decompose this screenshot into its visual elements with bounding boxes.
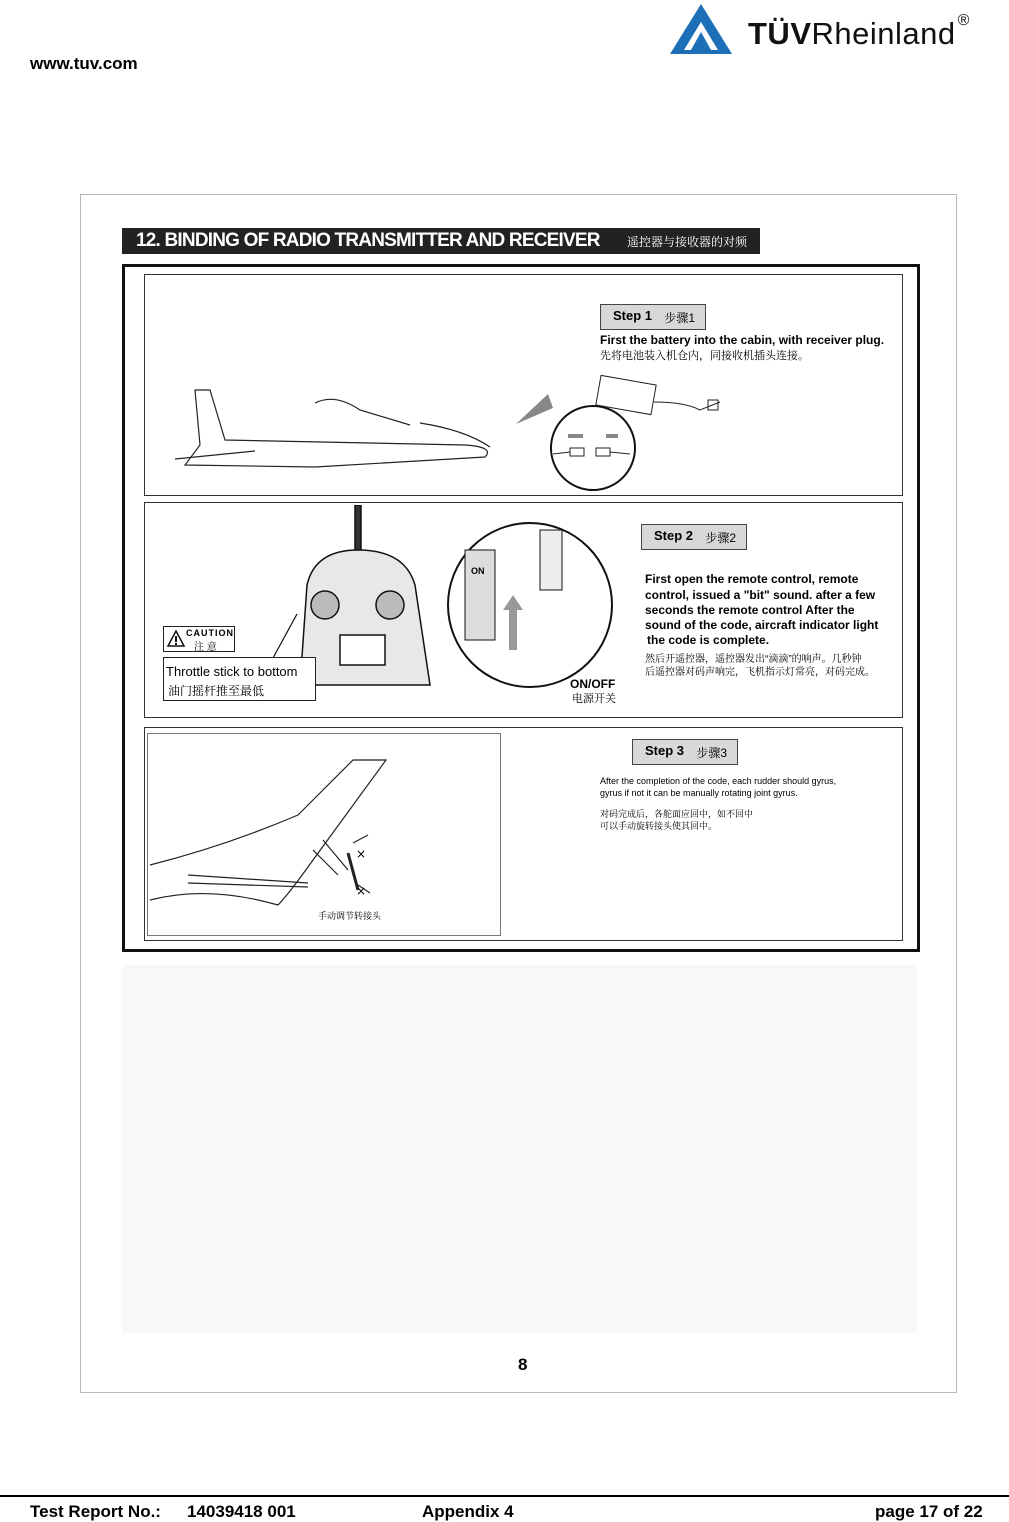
step3-badge-zh: 步骤3 (696, 746, 727, 760)
glider-side-illustration (165, 385, 505, 475)
step2-text-zh-2: 后遥控器对码声响完，飞机指示灯常亮，对码完成。 (645, 667, 875, 678)
step3-text-zh-2: 可以手动旋转接头使其回中。 (600, 821, 718, 831)
tuv-triangle-logo-icon (668, 2, 734, 56)
step3-badge (632, 739, 738, 765)
blank-page-area (122, 965, 917, 1333)
heading-english: 12. BINDING OF RADIO TRANSMITTER AND RECEIVER (136, 230, 600, 251)
section-heading (122, 228, 760, 254)
step3-text-en-1: After the completion of the code, each rudder should gyrus, (600, 776, 837, 786)
heading-chinese: 遥控器与接收器的对频 (627, 235, 748, 249)
warning-triangle-icon (167, 630, 185, 647)
step1-text-en: First the battery into the cabin, with receiver plug. (600, 333, 885, 347)
battery-pack-illustration (590, 372, 730, 432)
step1-badge (600, 304, 706, 330)
svg-text:×: × (356, 884, 367, 898)
step1-badge-zh: 步骤1 (664, 311, 695, 325)
appendix-label: Appendix 4 (422, 1502, 514, 1521)
step2-badge-en: Step 2 (654, 528, 694, 543)
logo-prefix: TÜV (748, 16, 812, 51)
report-number: 14039418 001 (187, 1502, 296, 1521)
caution-label (163, 626, 235, 652)
power-switch-detail-illustration (445, 510, 615, 700)
step2-text-en-1: First open the remote control, remote (645, 572, 859, 586)
caution-text-en: CAUTION (186, 628, 234, 638)
throttle-note-en: Throttle stick to bottom (166, 664, 298, 679)
step2-text-zh-1: 然后开遥控器，遥控器发出“滴滴”的响声。几秒钟 (645, 654, 862, 665)
throttle-note-zh: 油门摇杆推至最低 (168, 684, 265, 698)
step2-text-en-3: seconds the remote control After the (645, 603, 855, 617)
logo-suffix: Rheinland (811, 16, 956, 51)
step2-text-en-4: sound of the code, aircraft indicator light (645, 618, 879, 632)
site-url: www.tuv.com (30, 54, 138, 73)
step2-text-en-2: control, issued a "bit" sound. after a few (645, 588, 876, 602)
step3-text-zh-1: 对码完成后，各舵面应回中，如不回中 (600, 809, 754, 819)
step1-badge-en: Step 1 (613, 308, 653, 323)
switch-label-en: ON/OFF (570, 677, 616, 691)
registered-mark: ® (957, 12, 970, 29)
caution-text-zh: 注 意 (194, 642, 217, 653)
footer-divider (0, 1495, 1009, 1497)
manual-page-number: 8 (518, 1355, 528, 1374)
step2-badge-zh: 步骤2 (705, 531, 736, 545)
step2-badge (641, 524, 747, 550)
throttle-note (163, 657, 316, 701)
tail-joint-illustration (148, 755, 498, 933)
page-info: page 17 of 22 (875, 1502, 983, 1521)
step3-badge-en: Step 3 (645, 743, 685, 758)
step2-text-en-5: the code is complete. (647, 633, 770, 647)
svg-text:×: × (356, 847, 367, 861)
throttle-pointer-line (270, 612, 300, 662)
remote-control-illustration (295, 505, 445, 695)
switch-label-zh: 电源开关 (572, 693, 616, 705)
report-label: Test Report No.: (30, 1502, 161, 1521)
joint-label-zh: 手动调节转接头 (318, 911, 382, 921)
switch-on-marking: ON (471, 566, 485, 576)
tuv-logo-wordmark (748, 12, 970, 52)
step3-text-en-2: gyrus if not it can be manually rotating joint gyrus. (600, 788, 798, 798)
step1-text-zh: 先将电池装入机仓内，同接收机插头连接。 (600, 350, 809, 362)
